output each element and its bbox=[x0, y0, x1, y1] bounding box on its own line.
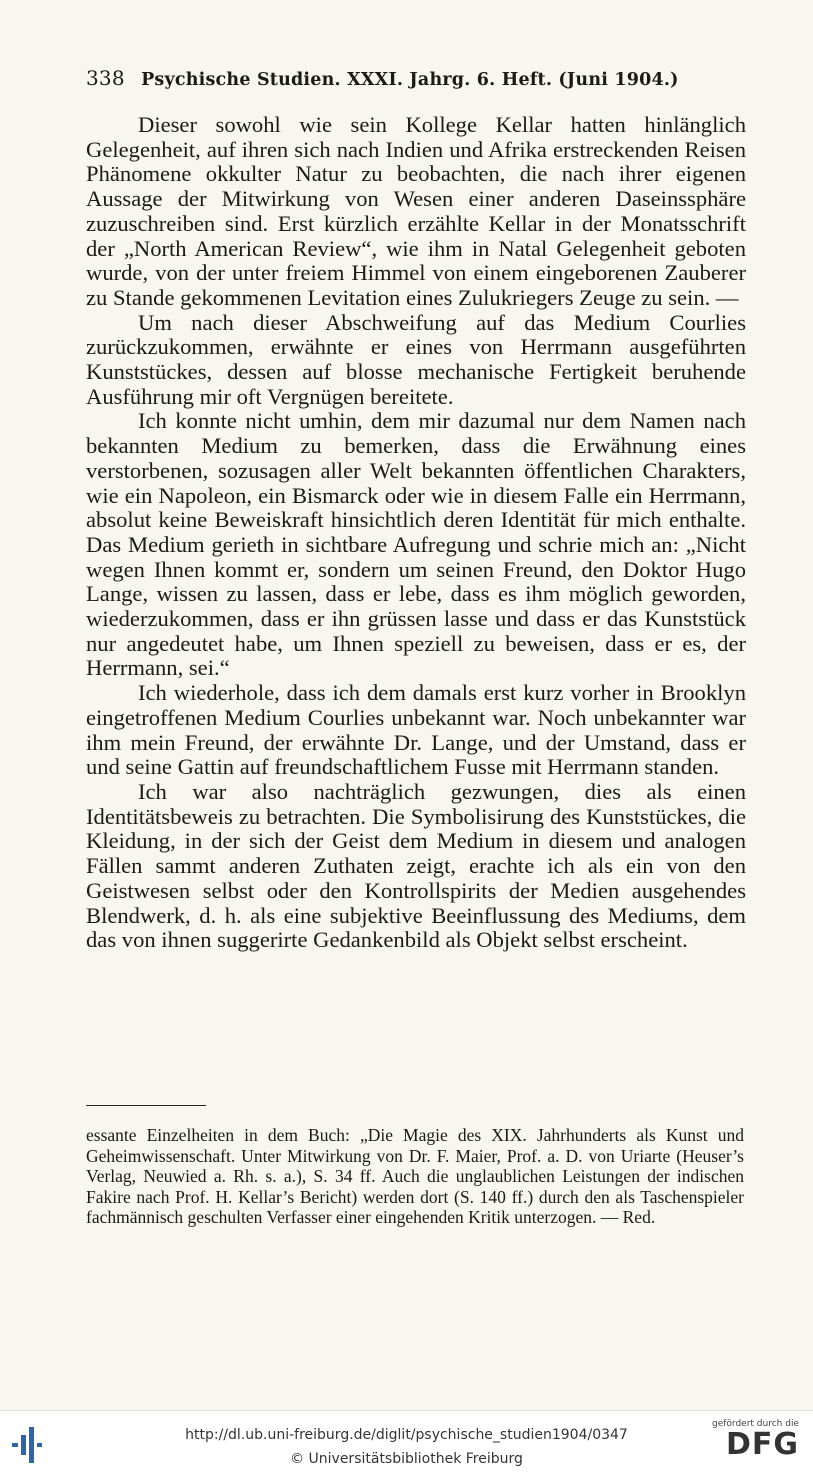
paragraph: Ich wiederhole, dass ich dem damals erst kurz vorher in Brooklyn eingetroffenen Medium Courlies unbekannt war. Noch unbekannter war ihm mein Freund, der erwähnte Dr. Lange, und der Umstand, dass er und seine Gattin auf freundschaftlichem Fusse mit Herrmann standen. bbox=[86, 680, 746, 780]
main-text bbox=[86, 113, 746, 953]
dfg-caption: gefördert durch die bbox=[712, 1419, 799, 1429]
paragraph: Ich konnte nicht umhin, dem mir dazumal nur dem Namen nach bekannten Medium zu bemerken, dass die Erwähnung eines verstorbenen, sozusagen aller Welt bekannten öffentlichen Charakters, wie ein Napoleon, ein Bismarck oder wie in diesem Falle ein Herrmann, absolut keine Beweiskraft hinsichtlich deren Identität für mich enthalte. Das Medium gerieth in sichtbare Aufregung und schrie mich an: „Nicht wegen Ihnen kommt er, sondern um seinen Freund, den Doktor Hugo Lange, wissen zu lassen, dass er lebe, dass es ihm möglich geworden, wiederzukommen, dass er ihn grüssen lasse und dass er das Kunststück nur angedeutet habe, um Ihnen speziell zu beweisen, dass er es, der Herrmann, sei.“ bbox=[86, 408, 746, 681]
paragraph: Um nach dieser Abschweifung auf das Medium Courlies zurückzukommen, erwähnte er eines von Herrmann ausgeführten Kunststückes, dessen auf blosse mechanische Fertigkeit beruhende Ausführung mir oft Vergnügen bereitete. bbox=[86, 309, 746, 409]
footnote-rule bbox=[86, 1105, 206, 1106]
copyright-notice: © Universitätsbibliothek Freiburg bbox=[290, 1451, 523, 1467]
paragraph: Ich war also nachträglich gezwungen, dies als einen Identitätsbeweis zu betrachten. Die Symbolisirung des Kunststückes, die Kleidung, in der sich der Geist dem Medium in diesem und analogen Fällen sammt anderen Zuthaten zeigt, erachte ich als ein von den Geistwesen selbst oder den Kontrollspirits der Medien ausgehendes Blendwerk, d. h. als eine subjektive Beeinflussung des Mediums, dem das von ihnen suggerirte Gedankenbild als Objekt selbst erscheint. bbox=[86, 778, 746, 953]
page-number: 338 bbox=[86, 66, 125, 90]
running-header bbox=[86, 66, 736, 90]
running-title: Psychische Studien. XXXI. Jahrg. 6. Heft. (Juni 1904.) bbox=[141, 70, 679, 90]
dfg-logo bbox=[707, 1419, 799, 1469]
paragraph: Dieser sowohl wie sein Kollege Kellar hatten hinlänglich Gelegenheit, auf ihren sich nach Indien und Afrika erstreckenden Reisen Phänomene okkulter Natur zu beobachten, die nach ihrer eigenen Aussage der Mitwirkung von Wesen einer anderen Daseinssphäre zuzuschreiben sind. Erst kürzlich erzählte Kellar in der Monatsschrift der „North American Review“, wie ihm in Natal Gelegenheit geboten wurde, von der unter freiem Himmel von einem eingeborenen Zauberer zu Stande gekommenen Levitation eines Zulukriegers Zeuge zu sein. — bbox=[86, 112, 746, 310]
permalink[interactable]: http://dl.ub.uni-freiburg.de/diglit/psychische_studien1904/0347 bbox=[185, 1427, 628, 1443]
dfg-logo-text: DFG bbox=[725, 1427, 799, 1462]
footnote: essante Einzelheiten in dem Buch: „Die Magie des XIX. Jahrhunderts als Kunst und Geheimwissenschaft. Unter Mitwirkung von Dr. F. Maier, Prof. a. D. von Uriarte (Heuser’s Verlag, Neuwied a. Rh. s. a.), S. 34 ff. Auch die unglaublichen Leistungen der indischen Fakire nach Prof. H. Kellar’s Bericht) werden dort (S. 140 ff.) durch den als Taschenspieler fachmännisch geschulten Verfasser einer eingehenden Kritik unterzogen. — Red. bbox=[86, 1125, 744, 1227]
viewer-footer bbox=[0, 1410, 813, 1474]
